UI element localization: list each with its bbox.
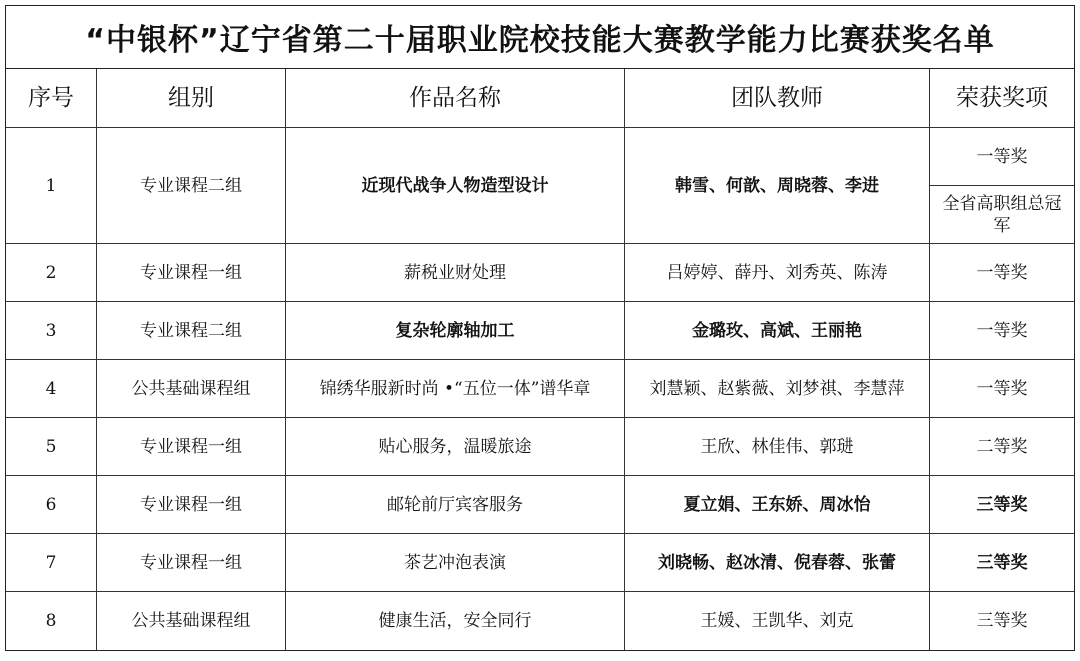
cell-team: 刘慧颖、赵紫薇、刘梦祺、李慧萍: [625, 360, 930, 418]
cell-team: 金璐玫、高斌、王丽艳: [625, 302, 930, 360]
cell-award: 三等奖: [930, 534, 1075, 592]
cell-award: 一等奖: [930, 244, 1075, 302]
cell-award: 三等奖: [930, 476, 1075, 534]
cell-no: 2: [6, 244, 97, 302]
cell-team: 夏立娟、王东娇、周冰怡: [625, 476, 930, 534]
table-row: [6, 592, 1074, 650]
cell-no: 8: [6, 592, 97, 650]
cell-group: 专业课程二组: [97, 302, 286, 360]
award-table: [6, 69, 1074, 650]
table-row: [6, 418, 1074, 476]
header-no: 序号: [6, 69, 97, 128]
table-row: [6, 302, 1074, 360]
cell-group: 公共基础课程组: [97, 360, 286, 418]
cell-work: 健康生活，安全同行: [286, 592, 625, 650]
cell-work: 贴心服务，温暖旅途: [286, 418, 625, 476]
cell-group: 专业课程一组: [97, 244, 286, 302]
cell-award: 一等奖: [930, 302, 1075, 360]
cell-no: 3: [6, 302, 97, 360]
cell-team: 王媛、王凯华、刘克: [625, 592, 930, 650]
award-list-document: [5, 5, 1075, 651]
cell-award: 二等奖: [930, 418, 1075, 476]
cell-work: 茶艺冲泡表演: [286, 534, 625, 592]
cell-no: 6: [6, 476, 97, 534]
table-row: [6, 476, 1074, 534]
header-group: 组别: [97, 69, 286, 128]
cell-no: 4: [6, 360, 97, 418]
cell-no: 5: [6, 418, 97, 476]
cell-work: 邮轮前厅宾客服务: [286, 476, 625, 534]
table-header-row: [6, 69, 1074, 128]
cell-group: 专业课程一组: [97, 476, 286, 534]
table-row: [6, 244, 1074, 302]
cell-team: 韩雪、何歆、周晓蓉、李进: [625, 128, 930, 244]
table-row: [6, 128, 1074, 186]
cell-work: 薪税业财处理: [286, 244, 625, 302]
cell-award: 一等奖: [930, 360, 1075, 418]
cell-no: 7: [6, 534, 97, 592]
cell-award-extra: 全省高职组总冠军: [930, 186, 1075, 244]
header-award: 荣获奖项: [930, 69, 1075, 128]
cell-team: 吕婷婷、薛丹、刘秀英、陈涛: [625, 244, 930, 302]
header-team: 团队教师: [625, 69, 930, 128]
cell-award: 三等奖: [930, 592, 1075, 650]
cell-group: 专业课程一组: [97, 418, 286, 476]
cell-team: 刘晓畅、赵冰清、倪春蓉、张蕾: [625, 534, 930, 592]
table-row: [6, 534, 1074, 592]
cell-team: 王欣、林佳伟、郭琎: [625, 418, 930, 476]
cell-award: 一等奖: [930, 128, 1075, 186]
cell-no: 1: [6, 128, 97, 244]
document-title: “中银杯”辽宁省第二十届职业院校技能大赛教学能力比赛获奖名单: [6, 6, 1074, 69]
cell-work: 复杂轮廓轴加工: [286, 302, 625, 360]
cell-work: 锦绣华服新时尚 •“五位一体”谱华章: [286, 360, 625, 418]
cell-group: 公共基础课程组: [97, 592, 286, 650]
table-row: [6, 360, 1074, 418]
header-work: 作品名称: [286, 69, 625, 128]
cell-work: 近现代战争人物造型设计: [286, 128, 625, 244]
cell-group: 专业课程二组: [97, 128, 286, 244]
cell-group: 专业课程一组: [97, 534, 286, 592]
